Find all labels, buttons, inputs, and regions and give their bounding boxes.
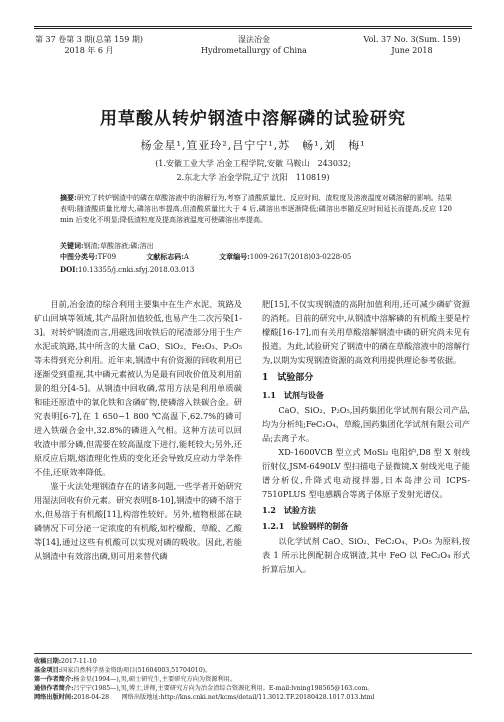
volume-date: June 2018 xyxy=(391,46,433,55)
issue-line: 第 37 卷第 3 期(总第 159 期) xyxy=(34,35,144,44)
affiliation-2: 2.东北大学 冶金学院,辽宁 沈阳 110819) xyxy=(176,173,330,182)
first-author-label: 第一作者简介: xyxy=(34,676,74,683)
clc-value: TF09 xyxy=(97,253,117,261)
footnote-funding xyxy=(34,666,472,675)
volume-line: Vol. 37 No. 3(Sum. 159) xyxy=(363,35,461,44)
received-text: 2017-11-10 xyxy=(61,658,97,665)
header-rule xyxy=(34,26,472,27)
footnote-first-author xyxy=(34,675,472,684)
abstract-text: 研究了转炉钢渣中的磷在草酸溶液中的溶解行为,考察了渣酸质量比、反应时间、渣粒度及溶液温度对磷溶解的影响。结果表明:随渣酸质量比增大,磷溶出率提高,但渣酸质量比大于 4 后,磷溶出率逐渐降低;磷溶出率随反应时间延长而提高,反应 120 min 后变化不明显;降低渣粒度及提高溶液温度可使磷溶出率提高。 xyxy=(60,194,452,224)
document-code xyxy=(146,251,203,263)
keywords-text: 钢渣;草酸溶液;磷;溶出 xyxy=(83,242,154,250)
subsection-heading-method: 1.2 试验方法 xyxy=(262,505,316,515)
footnote-received xyxy=(34,657,472,666)
doc-code-value: A xyxy=(183,253,189,261)
doc-code-label: 文献标志码: xyxy=(146,252,184,261)
online-label: 网络出版时间: xyxy=(34,694,74,701)
issue-date: 2018 年 6 月 xyxy=(64,46,114,55)
sample-prep-paragraph: 以化学试剂 CaO、SiO₂、FeC₂O₄、P₂O₅ 为原料,按表 1 所示比例配制合成钢渣,其中 FeO 以 FeC₂O₄ 形式折算后加入。 xyxy=(262,536,470,574)
paper-title: 用草酸从转炉钢渣中溶解磷的试验研究 xyxy=(100,109,406,129)
intro-paragraph-1: 目前,冶金渣的综合利用主要集中在生产水泥、筑路及矿山回填等领域,其产品附加值较低,也易产生二次污染[1-3]。对转炉钢渣而言,用磁选回收铁后的尾渣部分用于生产水泥或筑路,其中所含的大量 CaO、SiO₂、Fe₂O₃、P₂O₅ 等未得到充分利用。近年来,钢渣中有价资源的回收利用已逐渐受到重视,其中磷元素被认为是最有回收价值及利用前景的组分[4-5]。从钢渣中回收磷,常用方法是利用单质碳和硅还原渣中的氧化铁和含磷矿物,使磷溶入铁碳合金。研究表明[6-7],在 1 650~1 800 ℃高温下,62.7%的磷可进入铁碳合金中,32.8%的磷进入气相。这种方法可以回收渣中部分磷,但需要在较高温度下进行,能耗较大;另外,还原反应后期,熔渣理化性质的变化还会导致反应动力学条件不佳,还原效率降低。 xyxy=(34,299,242,477)
corresponding-text: 吕宁宁(1985—),男,博士,讲师,主要研究方向为冶金渣综合资源化利用。E-mail:lvning198565@163.com。 xyxy=(73,685,374,692)
clc-number xyxy=(60,251,130,263)
clc-label: 中图分类号: xyxy=(60,252,98,261)
author-list: 杨金星¹,笪亚玲²,吕宁宁¹,苏 畅¹,刘 梅¹ xyxy=(140,139,366,152)
section-heading-experimental: 1 试验部分 xyxy=(262,373,314,383)
abstract xyxy=(60,192,452,226)
running-head xyxy=(34,34,472,66)
affiliation-1: (1.安徽工业大学 冶金工程学院,安徽 马鞍山 243032; xyxy=(155,159,351,168)
online-text: 2018-04-28 网络出版地址:http://kns.cnki.net/kcms/detail/11.3012.TF.20180428.1017.013.html xyxy=(73,694,375,701)
intro-paragraph-end: 肥[15],不仅实现钢渣的高附加值利用,还可减少磷矿资源的消耗。目前的研究中,从钢渣中溶解磷的有机酸主要是柠檬酸[16-17],而有关用草酸溶解钢渣中磷的研究尚未见有报道。为此,试验研究了钢渣中的磷在草酸溶液中的溶解行为,以期为实现钢渣资源的高效利用提供理论参考依据。 xyxy=(262,299,470,365)
doi-value: 10.13355/j.cnki.sfyj.2018.03.013 xyxy=(78,266,195,274)
article-id xyxy=(219,251,365,263)
footnote-corresponding-author xyxy=(34,684,472,693)
header-rule-thin xyxy=(34,28,472,29)
reagents-paragraph: CaO、SiO₂、P₂O₅,国药集团化学试剂有限公司产品,均为分析纯;FeC₂O₄、草酸,国药集团化学试剂有限公司产品;去离子水。 xyxy=(262,405,470,443)
article-id-value: 1009-2617(2018)03-0228-05 xyxy=(249,253,352,261)
subsection-heading-reagents: 1.1 试剂与设备 xyxy=(262,390,324,400)
body-column-left xyxy=(34,297,242,563)
footnote-online xyxy=(34,693,472,702)
classification-line xyxy=(60,251,452,263)
abstract-label: 摘要: xyxy=(60,193,77,202)
body-column-right xyxy=(262,297,470,576)
keywords-label: 关键词: xyxy=(60,241,84,250)
article-id-label: 文章编号: xyxy=(219,252,250,261)
journal-volume xyxy=(352,34,472,56)
subsubsection-heading-sample-prep: 1.2.1 试验钢样的制备 xyxy=(262,521,349,531)
doi-label: DOI: xyxy=(60,265,79,274)
received-label: 收稿日期: xyxy=(34,658,62,665)
doi xyxy=(60,264,452,276)
equipment-paragraph: XD-1600VCB 型立式 MoSi₂ 电阻炉,D8 型 X 射线衍射仪,JSM-6490LV 型扫描电子显微镜,X 射线光电子能谱分析仪,升降式电动搅拌器,日本岛津公司 ICPS-7510PLUS 型电感耦合等离子体原子发射光谱仪。 xyxy=(262,447,470,499)
journal-name xyxy=(184,34,324,56)
journal-name-cn: 湿法冶金 xyxy=(238,35,270,44)
footnotes xyxy=(34,653,472,702)
journal-name-en: Hydrometallurgy of China xyxy=(201,46,307,55)
funding-label: 基金项目: xyxy=(34,667,62,674)
intro-paragraph-2: 鉴于火法处理钢渣存在的诸多问题,一些学者开始研究用湿法回收有价元素。研究表明[8-10],钢渣中的磷不溶于水,但易溶于有机酸[11],构溶性较好。另外,植物根部在缺磷情况下可分泌一定浓度的有机酸,如柠檬酸、草酸、乙酸等[14],通过这些有机酸可以实现对磷的吸收。因此,若能从钢渣中有效溶出磷,则可用来替代磷 xyxy=(34,481,242,561)
first-author-text: 杨金星(1994—),男,硕士研究生,主要研究方向为资源利用。 xyxy=(73,676,237,683)
corresponding-label: 通信作者简介: xyxy=(34,685,74,692)
funding-text: 国家自然科学基金资助项目(51604003,51704010)。 xyxy=(61,667,212,674)
journal-issue xyxy=(34,34,144,56)
